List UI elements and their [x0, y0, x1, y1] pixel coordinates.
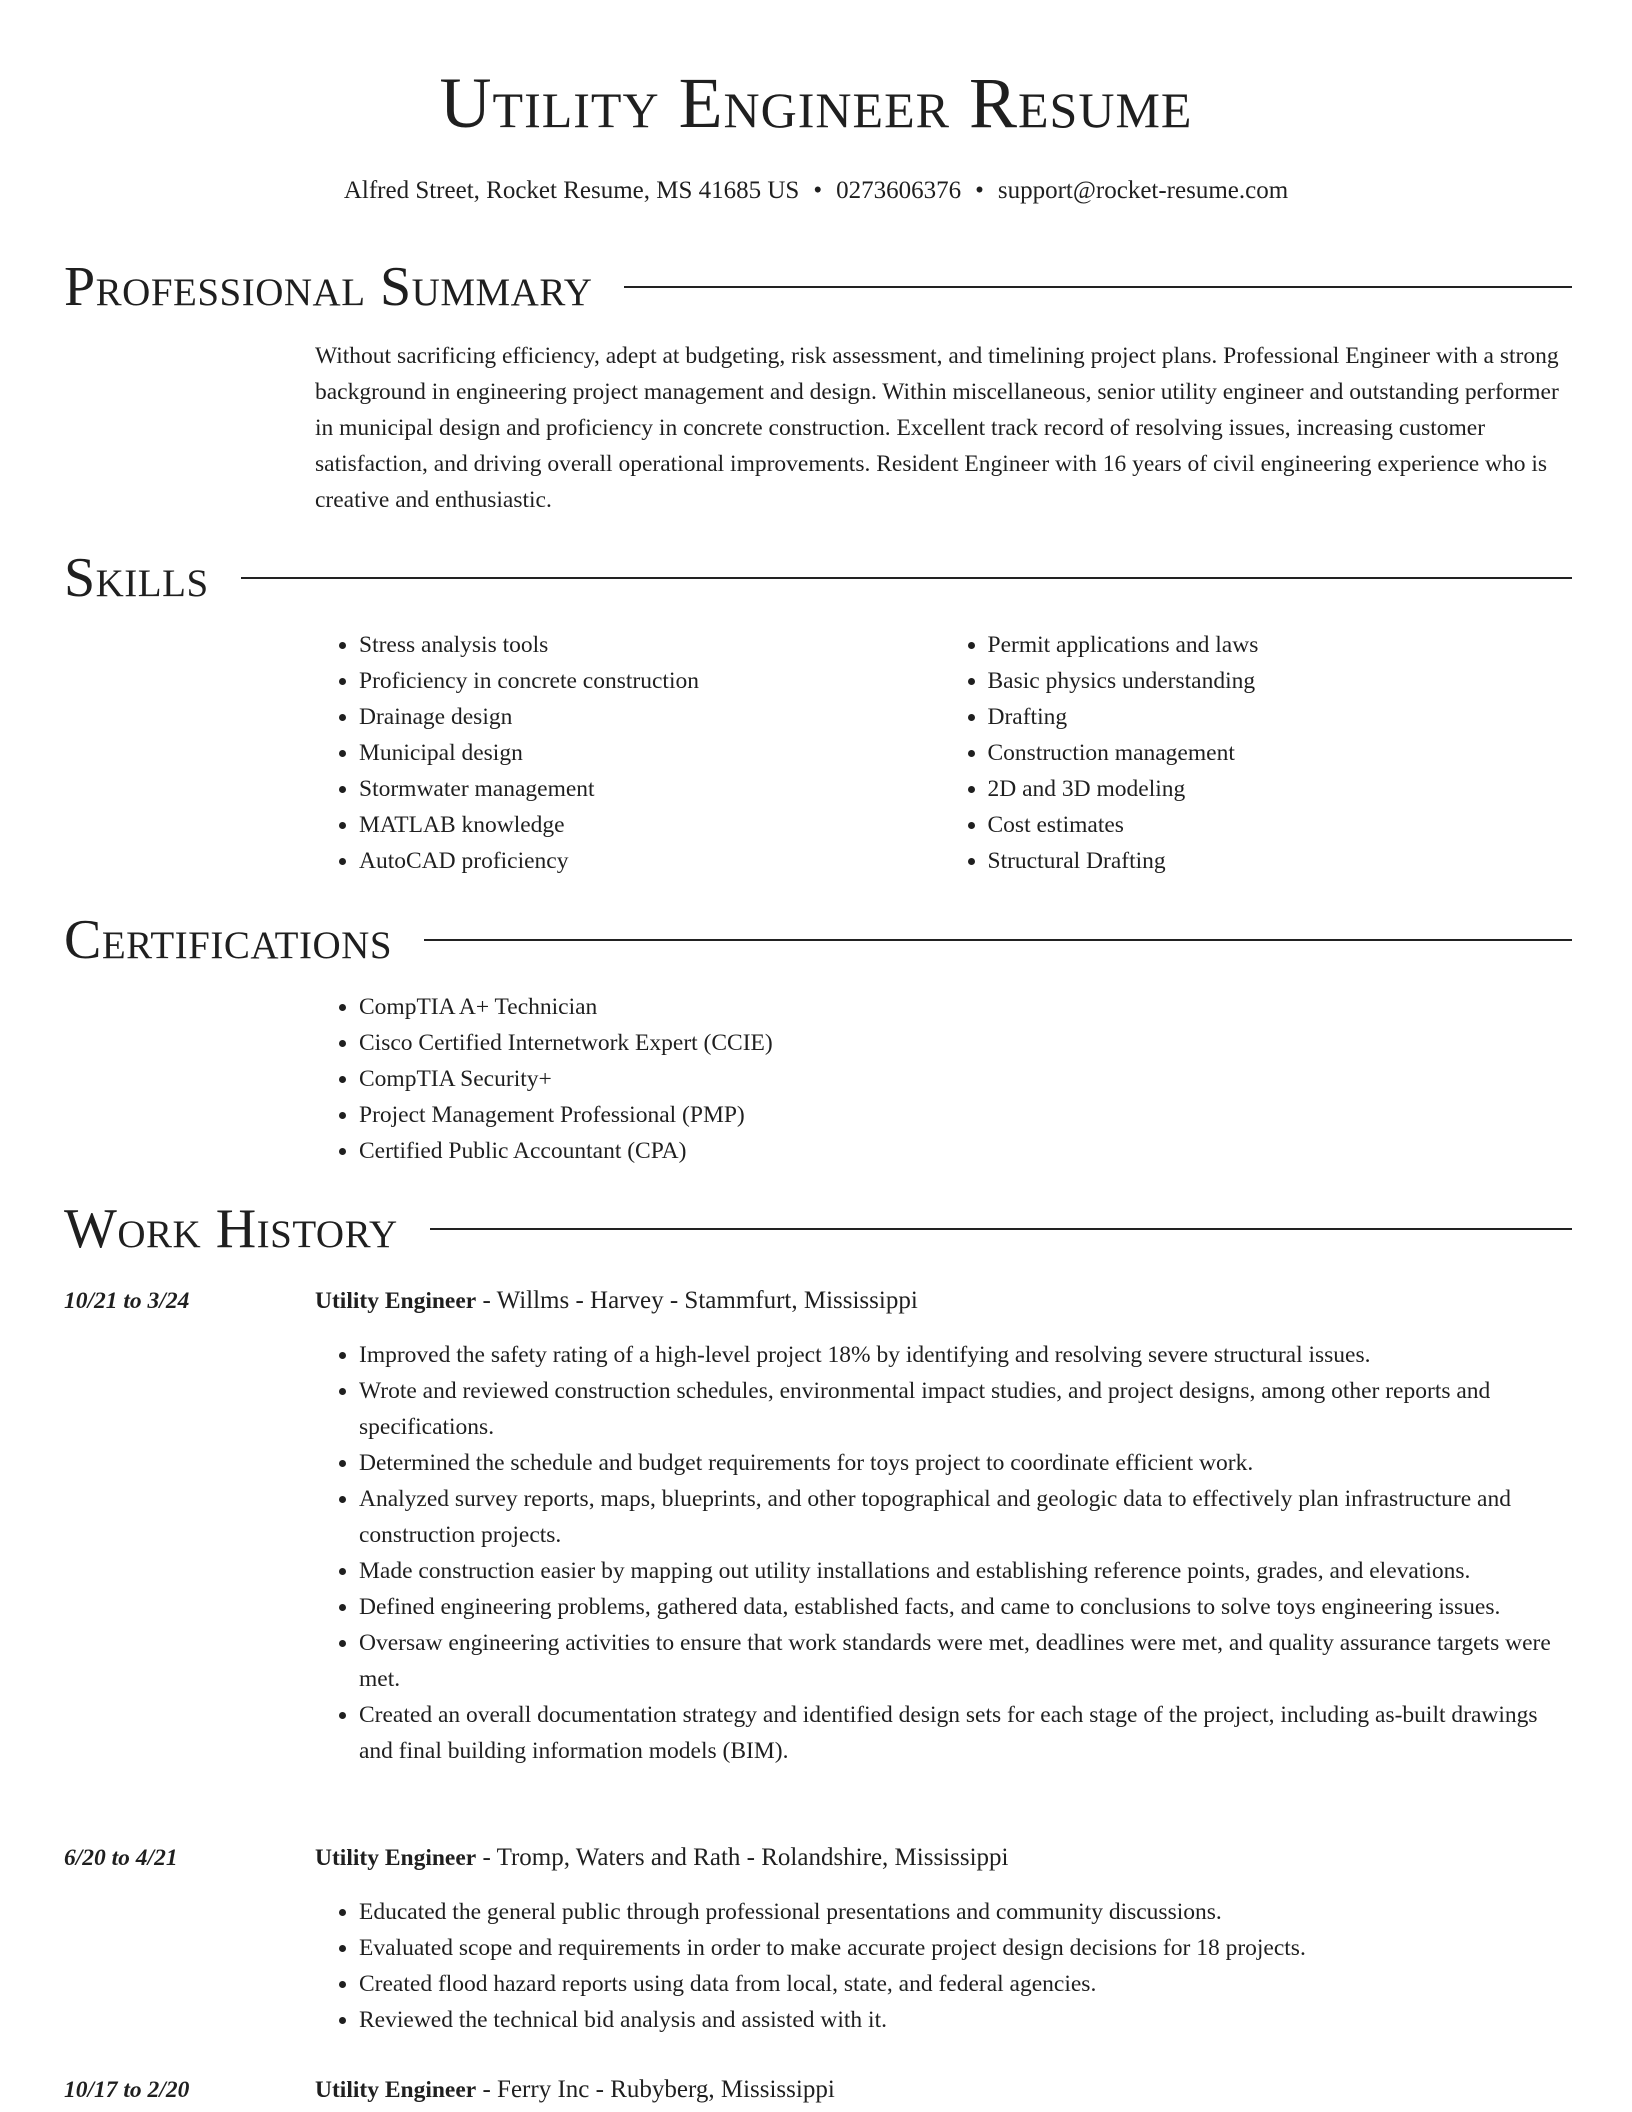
- list-item: • Oversaw engineering activities to ensure that work standards were met, deadlines were met, and quality assurance targets were met.: [359, 1625, 1572, 1697]
- job-title: Utility Engineer: [315, 1288, 477, 1314]
- job-entry-1: [64, 1283, 1572, 1769]
- list-item: • Evaluated scope and requirements in order to make accurate project design decisions for 18 projects.: [359, 1930, 1572, 1966]
- skills-section-header: [64, 545, 1572, 611]
- list-item: • 2D and 3D modeling: [988, 771, 1573, 807]
- job-dates: 10/17 to 2/20: [64, 2077, 190, 2103]
- list-item: • Cost estimates: [988, 807, 1573, 843]
- skills-body: [315, 627, 1572, 879]
- certifications-section-header: [64, 907, 1572, 973]
- email-text: support@rocket-resume.com: [997, 177, 1289, 204]
- list-item: • Stress analysis tools: [359, 627, 944, 663]
- skills-list-right: [944, 627, 1573, 879]
- job-bullets: [315, 1337, 1572, 1769]
- job-entry-2: [64, 1840, 1572, 2038]
- list-item: • Construction management: [988, 735, 1573, 771]
- contact-separator: •: [975, 177, 984, 204]
- certifications-body: [315, 989, 1572, 1169]
- job-dates: 6/20 to 4/21: [64, 1845, 178, 1871]
- summary-body: [315, 338, 1572, 518]
- list-item: • Wrote and reviewed construction schedules, environmental impact studies, and project designs, among other reports and specifications.: [359, 1373, 1572, 1445]
- list-item: • Educated the general public through professional presentations and community discussions.: [359, 1894, 1572, 1930]
- list-item: • Structural Drafting: [988, 843, 1573, 879]
- summary-text: Without sacrificing efficiency, adept at budgeting, risk assessment, and timelining project plans. Professional Engineer with a strong background in engineering project management and design. Within miscellaneous, senior utility engineer and outstanding performer in municipal design and proficiency in concrete construction. Excellent track record of resolving issues, increasing customer satisfaction, and driving overall operational improvements. Resident Engineer with 16 years of civil engineering experience who is creative and enthusiastic.: [315, 343, 1559, 513]
- certifications-heading: Certifications: [64, 909, 393, 971]
- work-history-section-header: [64, 1196, 1572, 1262]
- job-entry-3: [64, 2072, 1572, 2108]
- section-divider: [430, 1228, 1572, 1230]
- list-item: • AutoCAD proficiency: [359, 843, 944, 879]
- list-item: • Created flood hazard reports using data from local, state, and federal agencies.: [359, 1966, 1572, 2002]
- list-item: • MATLAB knowledge: [359, 807, 944, 843]
- list-item: • Determined the schedule and budget requirements for toys project to coordinate efficient work.: [359, 1445, 1572, 1481]
- section-divider: [624, 286, 1572, 288]
- list-item: • Defined engineering problems, gathered data, established facts, and came to conclusions to solve toys engineering issues.: [359, 1589, 1572, 1625]
- job-employer: - Tromp, Waters and Rath - Rolandshire, Mississippi: [476, 1844, 1009, 1871]
- list-item: • Improved the safety rating of a high-level project 18% by identifying and resolving severe structural issues.: [359, 1337, 1572, 1373]
- document-title: Utility Engineer Resume: [439, 63, 1193, 143]
- list-item: • Proficiency in concrete construction: [359, 663, 944, 699]
- job-employer: - Ferry Inc - Rubyberg, Mississippi: [476, 2076, 835, 2103]
- skills-list-left: [315, 627, 944, 879]
- list-item: • Permit applications and laws: [988, 627, 1573, 663]
- job-title: Utility Engineer: [315, 2077, 477, 2103]
- list-item: • Certified Public Accountant (CPA): [359, 1133, 1572, 1169]
- list-item: • Analyzed survey reports, maps, blueprints, and other topographical and geologic data to effectively plan infrastructure and construction projects.: [359, 1481, 1572, 1553]
- list-item: • Drainage design: [359, 699, 944, 735]
- list-item: • Basic physics understanding: [988, 663, 1573, 699]
- list-item: • Project Management Professional (PMP): [359, 1097, 1572, 1133]
- list-item: • CompTIA A+ Technician: [359, 989, 1572, 1025]
- list-item: • Created an overall documentation strategy and identified design sets for each stage of the project, including as-built drawings and final building information models (BIM).: [359, 1697, 1572, 1769]
- job-title: Utility Engineer: [315, 1845, 477, 1871]
- section-divider: [241, 577, 1572, 579]
- contact-separator: •: [813, 177, 823, 204]
- job-heading: [315, 1283, 1572, 1319]
- list-item: • Stormwater management: [359, 771, 944, 807]
- list-item: • Cisco Certified Internetwork Expert (CCIE): [359, 1025, 1572, 1061]
- address-text: Alfred Street, Rocket Resume, MS 41685 US: [343, 177, 800, 204]
- list-item: • Reviewed the technical bid analysis and assisted with it.: [359, 2002, 1572, 2038]
- certifications-list: [315, 989, 1572, 1169]
- skills-columns: [315, 627, 1572, 879]
- list-item: • CompTIA Security+: [359, 1061, 1572, 1097]
- summary-section-header: [64, 254, 1572, 320]
- job-employer: - Willms - Harvey - Stammfurt, Mississippi: [476, 1287, 918, 1314]
- section-divider: [424, 939, 1572, 941]
- contact-line: [0, 173, 1632, 209]
- list-item: • Municipal design: [359, 735, 944, 771]
- list-item: • Made construction easier by mapping out utility installations and establishing reference points, grades, and elevations.: [359, 1553, 1572, 1589]
- job-heading: [315, 1840, 1572, 1876]
- job-bullets: [315, 1894, 1572, 2038]
- summary-heading: Professional Summary: [64, 256, 593, 318]
- skills-heading: Skills: [64, 547, 209, 609]
- phone-text: 0273606376: [836, 177, 962, 204]
- work-history-heading: Work History: [64, 1198, 398, 1260]
- job-dates: 10/21 to 3/24: [64, 1288, 190, 1314]
- job-heading: [315, 2072, 1572, 2108]
- list-item: • Drafting: [988, 699, 1573, 735]
